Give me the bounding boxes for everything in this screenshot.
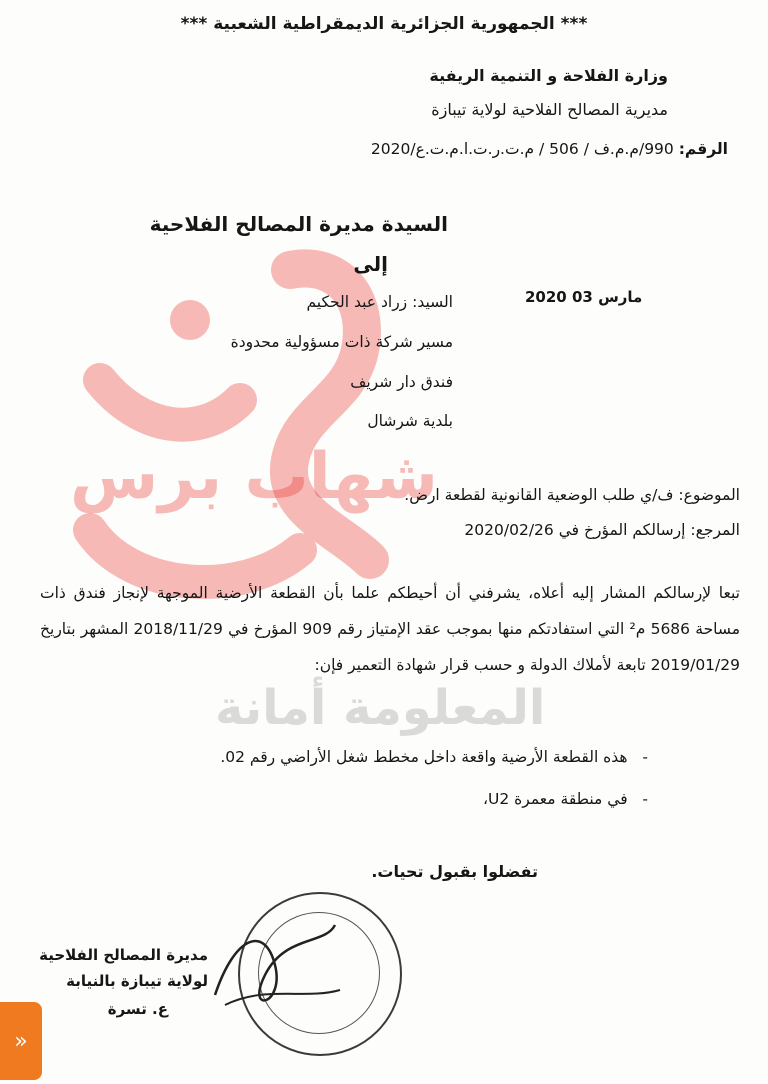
body-paragraph: تبعا لإرسالكم المشار إليه أعلاه، يشرفني أن أحيطكم علما بأن القطعة الأرضية الموجهة لإنجاز فندق ذات مساحة 5686 م² التي استفادتكم منها بموجب عقد الإمتياز رقم 909 المؤرخ في 2018/11/29 المشهر بتاريخ 2019/01/29 تابعة لأملاك الدولة و حسب قرار شهادة التعمير فإن: <box>40 584 741 674</box>
directorate-line: مديرية المصالح الفلاحية لولاية تيبازة <box>431 100 668 119</box>
chevron-double-right-icon: » <box>14 1028 28 1054</box>
list-dash: - <box>627 748 648 766</box>
watermark-gray-text: المعلومة أمانة <box>215 680 546 736</box>
list-dash: - <box>627 790 648 808</box>
list-item <box>220 748 648 766</box>
closing-line: تفضلوا بقبول تحيات. <box>371 862 538 881</box>
date-stamp: 2020 مارس 03 <box>525 288 643 306</box>
list-item <box>483 790 648 808</box>
signature-line1: مديرة المصالح الفلاحية <box>39 946 208 964</box>
recipient-line3: فندق دار شريف <box>350 373 453 391</box>
next-page-button[interactable] <box>0 1002 42 1080</box>
handwritten-signature <box>205 905 345 1025</box>
signature-line3: ع. تسرة <box>107 1000 168 1018</box>
recipient-name: السيد: زراد عبد الحكيم <box>306 293 453 311</box>
ministry-line: وزارة الفلاحة و التنمية الريفية <box>429 66 668 85</box>
list-item-text: هذه القطعة الأرضية واقعة داخل مخطط شغل الأراضي رقم 02. <box>220 748 628 766</box>
signature-line2: لولاية تيبازة بالنيابة <box>66 972 208 990</box>
republic-header: *** الجمهورية الجزائرية الديمقراطية الشعبية *** <box>180 14 588 34</box>
to-label: إلى <box>353 252 388 276</box>
list-item-text: في منطقة معمرة U2، <box>483 790 628 808</box>
reference-number: 990/م.م.ف / 506 / م.ت.ر.ت.ا.م.ت.ع/2020 <box>370 140 674 158</box>
reference-line: المرجع: إرسالكم المؤرخ في 2020/02/26 <box>464 521 740 539</box>
reference-number-row <box>371 140 728 158</box>
recipient-line4: بلدية شرشال <box>367 412 453 430</box>
reference-label: الرقم: <box>678 140 728 158</box>
watermark-logo <box>40 230 400 630</box>
watermark-red-text: شهاب برس <box>70 440 438 514</box>
recipient-line2: مسير شركة ذات مسؤولية محدودة <box>230 333 453 351</box>
sender-title: السيدة مديرة المصالح الفلاحية <box>149 212 448 236</box>
subject-line: الموضوع: ف/ي طلب الوضعية القانونية لقطعة ارض. <box>404 486 740 504</box>
